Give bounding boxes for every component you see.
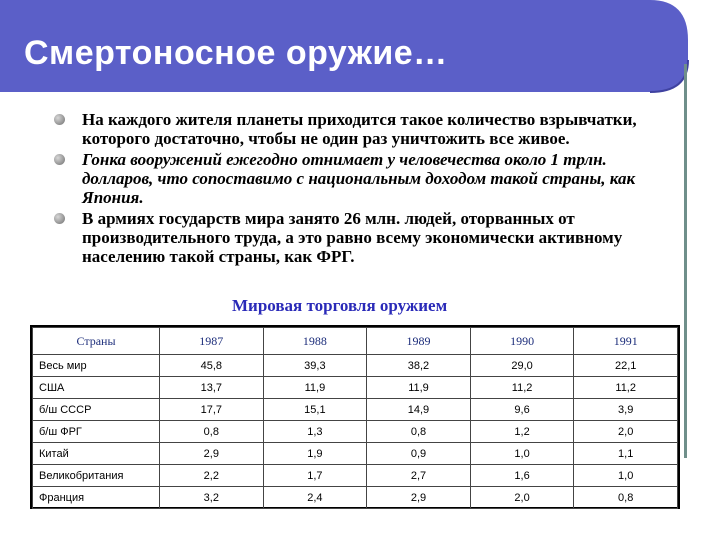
value-cell: 11,2: [574, 377, 678, 399]
value-cell: 1,0: [574, 465, 678, 487]
bullet-text: На каждого жителя планеты приходится такое количество взрывчатки, которого достаточно, чтобы не один раз уничтожить все живое.: [82, 110, 637, 148]
bullet-list: [52, 110, 682, 268]
value-cell: 14,9: [367, 399, 471, 421]
table-row: [33, 377, 678, 399]
country-cell: б/ш ФРГ: [33, 421, 160, 443]
country-cell: Весь мир: [33, 355, 160, 377]
value-cell: 2,7: [367, 465, 471, 487]
value-cell: 13,7: [160, 377, 264, 399]
value-cell: 0,9: [367, 443, 471, 465]
table-caption: Мировая торговля оружием: [232, 296, 448, 315]
value-cell: 11,2: [470, 377, 574, 399]
bullet-item: [52, 209, 682, 266]
value-cell: 1,2: [470, 421, 574, 443]
header-year: 1987: [160, 328, 264, 355]
header-year: 1989: [367, 328, 471, 355]
bullet-icon: [54, 213, 65, 224]
value-cell: 15,1: [263, 399, 367, 421]
value-cell: 0,8: [367, 421, 471, 443]
value-cell: 22,1: [574, 355, 678, 377]
arms-trade-table-box: [30, 325, 680, 509]
country-cell: США: [33, 377, 160, 399]
bullet-text: Гонка вооружений ежегодно отнимает у человечества около 1 трлн. долларов, что сопоставимо с национальным доходом такой страны, как Япония.: [82, 150, 636, 207]
bullet-text: В армиях государств мира занято 26 млн. людей, оторванных от производительного труда, а это равно всему экономически активному населению такой страны, как ФРГ.: [82, 209, 623, 266]
slide-frame-line: [684, 64, 687, 458]
value-cell: 2,0: [470, 487, 574, 509]
value-cell: 17,7: [160, 399, 264, 421]
value-cell: 11,9: [263, 377, 367, 399]
value-cell: 1,1: [574, 443, 678, 465]
value-cell: 2,2: [160, 465, 264, 487]
table-row: [33, 487, 678, 509]
table-row: [33, 421, 678, 443]
value-cell: 1,9: [263, 443, 367, 465]
value-cell: 1,7: [263, 465, 367, 487]
arms-trade-table: [32, 327, 678, 509]
table-header-row: [33, 328, 678, 355]
value-cell: 2,9: [367, 487, 471, 509]
country-cell: Китай: [33, 443, 160, 465]
value-cell: 1,6: [470, 465, 574, 487]
value-cell: 0,8: [574, 487, 678, 509]
country-cell: Франция: [33, 487, 160, 509]
table-row: [33, 443, 678, 465]
header-year: 1991: [574, 328, 678, 355]
value-cell: 3,2: [160, 487, 264, 509]
value-cell: 1,0: [470, 443, 574, 465]
value-cell: 39,3: [263, 355, 367, 377]
value-cell: 38,2: [367, 355, 471, 377]
header-year: 1988: [263, 328, 367, 355]
value-cell: 29,0: [470, 355, 574, 377]
slide-title: Смертоносное оружие…: [24, 34, 448, 72]
country-cell: Великобритания: [33, 465, 160, 487]
value-cell: 11,9: [367, 377, 471, 399]
table-row: [33, 355, 678, 377]
header-countries: Страны: [33, 328, 160, 355]
value-cell: 2,0: [574, 421, 678, 443]
header-year: 1990: [470, 328, 574, 355]
table-row: [33, 465, 678, 487]
bullet-icon: [54, 114, 65, 125]
value-cell: 2,9: [160, 443, 264, 465]
bullet-item: [52, 150, 682, 207]
value-cell: 45,8: [160, 355, 264, 377]
country-cell: б/ш СССР: [33, 399, 160, 421]
value-cell: 2,4: [263, 487, 367, 509]
value-cell: 0,8: [160, 421, 264, 443]
bullet-icon: [54, 154, 65, 165]
table-row: [33, 399, 678, 421]
bullet-item: [52, 110, 682, 148]
value-cell: 9,6: [470, 399, 574, 421]
value-cell: 3,9: [574, 399, 678, 421]
value-cell: 1,3: [263, 421, 367, 443]
